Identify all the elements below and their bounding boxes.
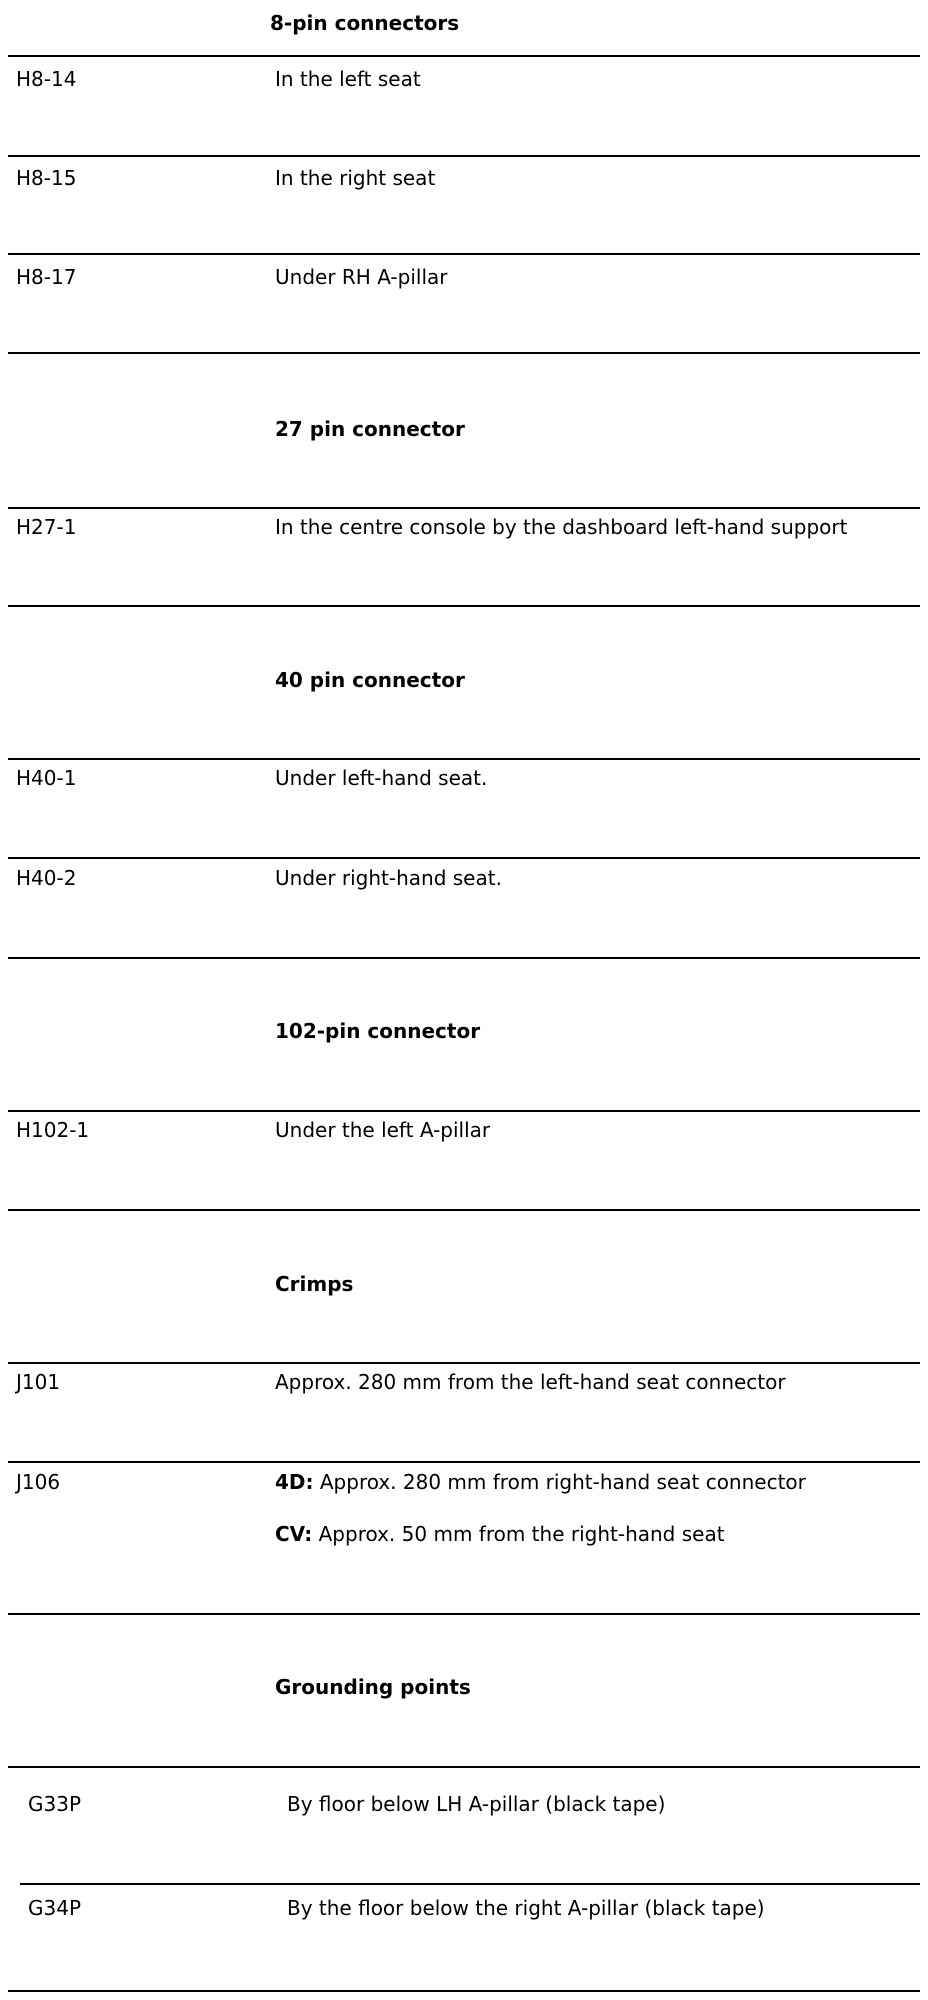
section-heading: 40 pin connector — [275, 668, 465, 692]
rule — [8, 1613, 920, 1615]
section-heading: 102-pin connector — [275, 1019, 481, 1043]
connector-code: H102-1 — [16, 1118, 90, 1142]
rule — [8, 857, 920, 859]
ground-code: G33P — [28, 1792, 82, 1816]
crimp-location-4d — [275, 1470, 806, 1494]
variant-label: CV: — [275, 1522, 313, 1546]
crimp-code: J101 — [16, 1370, 61, 1394]
crimp-location: Approx. 280 mm from the left-hand seat connector — [275, 1370, 786, 1394]
connector-location: Under RH A-pillar — [275, 265, 448, 289]
rule — [8, 1461, 920, 1463]
connector-code: H40-1 — [16, 766, 77, 790]
section-heading: Crimps — [275, 1272, 354, 1296]
rule — [8, 507, 920, 509]
rule — [8, 1110, 920, 1112]
rule — [8, 605, 920, 607]
section-heading: 27 pin connector — [275, 417, 465, 441]
connector-location: Under the left A-pillar — [275, 1118, 491, 1142]
rule — [8, 1362, 920, 1364]
rule — [8, 1209, 920, 1211]
rule — [8, 352, 920, 354]
section-heading: Grounding points — [275, 1675, 471, 1699]
crimp-location-cv — [275, 1522, 725, 1546]
connector-location: In the left seat — [275, 67, 421, 91]
rule — [8, 1766, 920, 1768]
rule — [8, 1990, 920, 1992]
connector-code: H8-17 — [16, 265, 77, 289]
rule — [8, 253, 920, 255]
ground-location: By the floor below the right A-pillar (black tape) — [287, 1896, 765, 1920]
rule — [8, 957, 920, 959]
connector-code: H8-15 — [16, 166, 77, 190]
section-heading: 8-pin connectors — [270, 11, 460, 35]
variant-label: 4D: — [275, 1470, 314, 1494]
rule — [8, 155, 920, 157]
rule — [20, 1883, 920, 1885]
connector-location: In the right seat — [275, 166, 436, 190]
variant-text: Approx. 50 mm from the right-hand seat — [312, 1522, 725, 1546]
ground-code: G34P — [28, 1896, 82, 1920]
connector-code: H27-1 — [16, 515, 77, 539]
connector-location: In the centre console by the dashboard left-hand support — [275, 515, 848, 539]
connector-code: H8-14 — [16, 67, 77, 91]
connector-location: Under left-hand seat. — [275, 766, 488, 790]
ground-location: By floor below LH A-pillar (black tape) — [287, 1792, 666, 1816]
connector-location: Under right-hand seat. — [275, 866, 502, 890]
rule — [8, 758, 920, 760]
crimp-code: J106 — [16, 1470, 61, 1494]
connector-code: H40-2 — [16, 866, 77, 890]
variant-text: Approx. 280 mm from right-hand seat connector — [313, 1470, 806, 1494]
rule — [8, 55, 920, 57]
